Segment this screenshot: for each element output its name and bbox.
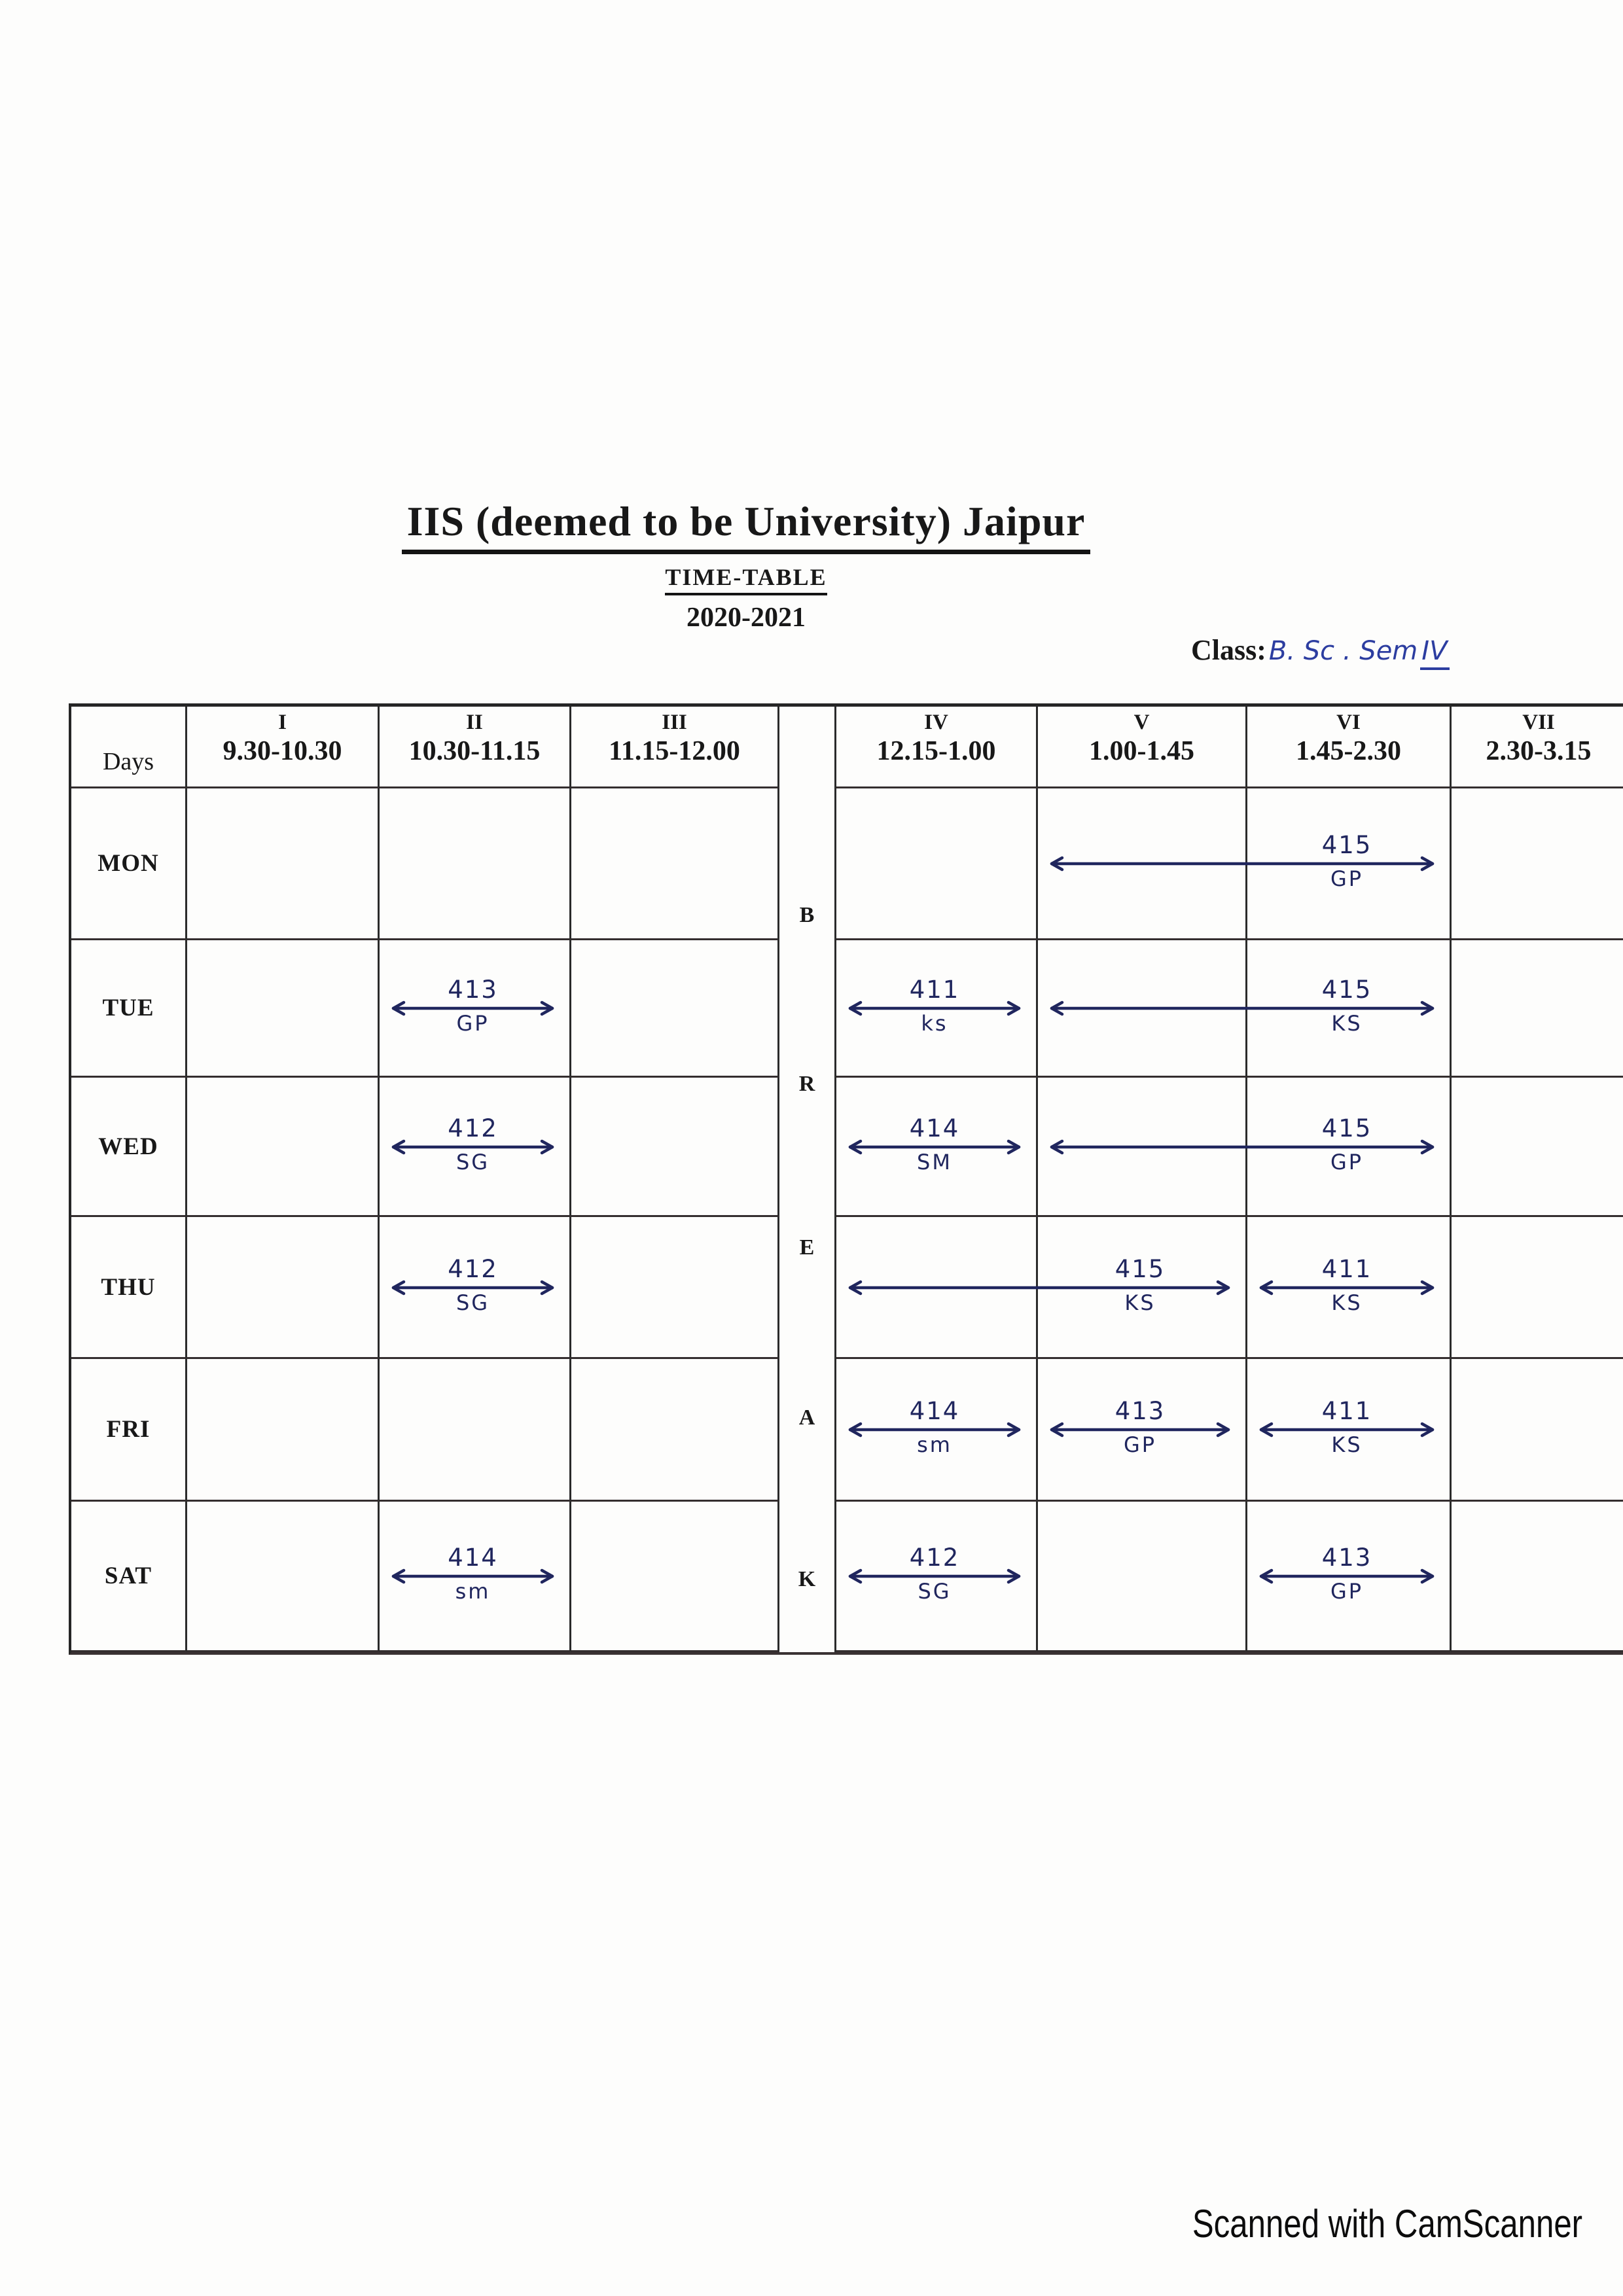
room-number: 411 <box>909 976 960 1004</box>
empty-cell <box>380 1502 571 1652</box>
room-number: 413 <box>448 976 498 1004</box>
teacher-initials: KS <box>1331 1290 1363 1315</box>
empty-cell <box>1038 940 1247 1078</box>
period-number: IV <box>924 711 948 734</box>
empty-cell <box>187 1217 380 1359</box>
day-label-THU: THU <box>71 1217 187 1359</box>
teacher-initials: GP <box>1123 1432 1157 1457</box>
empty-cell <box>380 1359 571 1502</box>
room-number: 411 <box>1321 1397 1372 1425</box>
empty-cell <box>1452 1217 1623 1359</box>
class-label: Class: <box>1191 634 1266 666</box>
empty-cell <box>836 1359 1038 1502</box>
period-header-VI <box>1247 707 1452 788</box>
break-letter-A: A <box>798 1405 815 1430</box>
period-time: 9.30-10.30 <box>223 736 342 766</box>
empty-cell <box>1452 940 1623 1078</box>
empty-cell <box>187 788 380 940</box>
teacher-initials: ks <box>921 1011 948 1036</box>
empty-cell <box>836 1502 1038 1652</box>
class-value-handwritten: B. Sc . Sem <box>1268 636 1418 666</box>
empty-cell <box>380 788 571 940</box>
period-time: 2.30-3.15 <box>1486 736 1592 766</box>
empty-cell <box>836 1078 1038 1217</box>
empty-cell <box>187 940 380 1078</box>
teacher-initials: KS <box>1331 1011 1363 1036</box>
empty-cell <box>571 1078 779 1217</box>
page-title: IIS (deemed to be University) Jaipur <box>402 497 1091 554</box>
empty-cell <box>1247 1217 1452 1359</box>
empty-cell <box>380 1217 571 1359</box>
room-number: 412 <box>448 1254 498 1283</box>
empty-cell <box>836 1217 1038 1359</box>
room-number: 415 <box>1115 1254 1166 1283</box>
empty-cell <box>571 1359 779 1502</box>
room-number: 414 <box>448 1544 498 1572</box>
empty-cell <box>571 1217 779 1359</box>
class-semester-handwritten: IV <box>1420 636 1450 670</box>
empty-cell <box>1038 788 1247 940</box>
timetable-grid <box>69 703 1623 1655</box>
teacher-initials: SG <box>455 1149 490 1174</box>
empty-cell <box>571 1502 779 1652</box>
day-label-SAT: SAT <box>71 1502 187 1652</box>
room-number: 413 <box>1321 1544 1372 1572</box>
empty-cell <box>187 1359 380 1502</box>
teacher-initials: GP <box>1330 1149 1364 1174</box>
period-time: 10.30-11.15 <box>408 736 541 766</box>
empty-cell <box>187 1502 380 1652</box>
period-time: 11.15-12.00 <box>609 736 740 766</box>
period-number: III <box>662 711 687 734</box>
empty-cell <box>1452 788 1623 940</box>
empty-cell <box>380 1078 571 1217</box>
room-number: 412 <box>909 1544 960 1572</box>
empty-cell <box>1038 1502 1247 1652</box>
break-letter-R: R <box>798 1072 815 1096</box>
days-header-cell: Days <box>71 707 187 788</box>
empty-cell <box>1452 1078 1623 1217</box>
room-number: 415 <box>1321 976 1372 1004</box>
teacher-initials: GP <box>1330 1579 1364 1604</box>
break-column <box>779 707 836 1652</box>
empty-cell <box>1038 1359 1247 1502</box>
teacher-initials: KS <box>1124 1290 1156 1315</box>
timetable-subtitle: TIME-TABLE <box>665 563 827 595</box>
break-letter-K: K <box>798 1567 816 1591</box>
room-number: 413 <box>1115 1397 1166 1425</box>
empty-cell <box>1247 788 1452 940</box>
period-header-III <box>571 707 779 788</box>
period-header-II <box>380 707 571 788</box>
teacher-initials: SG <box>455 1290 490 1315</box>
period-header-IV <box>836 707 1038 788</box>
room-number: 411 <box>1321 1254 1372 1283</box>
empty-cell <box>571 940 779 1078</box>
empty-cell <box>571 788 779 940</box>
period-header-I <box>187 707 380 788</box>
room-number: 414 <box>909 1114 960 1142</box>
teacher-initials: GP <box>456 1011 490 1036</box>
empty-cell <box>1247 1502 1452 1652</box>
empty-cell <box>836 940 1038 1078</box>
day-label-MON: MON <box>71 788 187 940</box>
room-number: 415 <box>1321 1114 1372 1142</box>
empty-cell <box>1038 1217 1247 1359</box>
day-label-FRI: FRI <box>71 1359 187 1502</box>
teacher-initials: sm <box>455 1579 491 1604</box>
teacher-initials: SM <box>917 1149 952 1174</box>
break-letter-E: E <box>799 1235 815 1260</box>
break-letter-B: B <box>799 903 815 927</box>
title-block <box>0 497 1492 633</box>
room-number: 414 <box>909 1397 960 1425</box>
period-time: 1.00-1.45 <box>1089 736 1194 766</box>
period-time: 1.45-2.30 <box>1296 736 1401 766</box>
room-number: 415 <box>1321 831 1372 859</box>
period-number: VII <box>1522 711 1555 734</box>
empty-cell <box>1452 1502 1623 1652</box>
period-header-V <box>1038 707 1247 788</box>
period-number: I <box>278 711 287 734</box>
empty-cell <box>187 1078 380 1217</box>
empty-cell <box>836 788 1038 940</box>
day-label-WED: WED <box>71 1078 187 1217</box>
teacher-initials: sm <box>917 1432 952 1457</box>
period-number: VI <box>1336 711 1361 734</box>
camscanner-watermark: Scanned with CamScanner <box>1192 2202 1582 2246</box>
teacher-initials: KS <box>1331 1432 1363 1457</box>
empty-cell <box>1247 1078 1452 1217</box>
teacher-initials: GP <box>1330 866 1364 891</box>
empty-cell <box>1247 940 1452 1078</box>
day-label-TUE: TUE <box>71 940 187 1078</box>
period-header-VII <box>1452 707 1623 788</box>
empty-cell <box>1038 1078 1247 1217</box>
empty-cell <box>1247 1359 1452 1502</box>
class-line <box>1191 633 1450 667</box>
session-year: 2020-2021 <box>687 603 806 633</box>
period-number: V <box>1133 711 1150 734</box>
room-number: 412 <box>448 1114 498 1142</box>
empty-cell <box>380 940 571 1078</box>
empty-cell <box>1452 1359 1623 1502</box>
teacher-initials: SG <box>918 1579 952 1604</box>
period-number: II <box>466 711 483 734</box>
period-time: 12.15-1.00 <box>876 736 996 766</box>
